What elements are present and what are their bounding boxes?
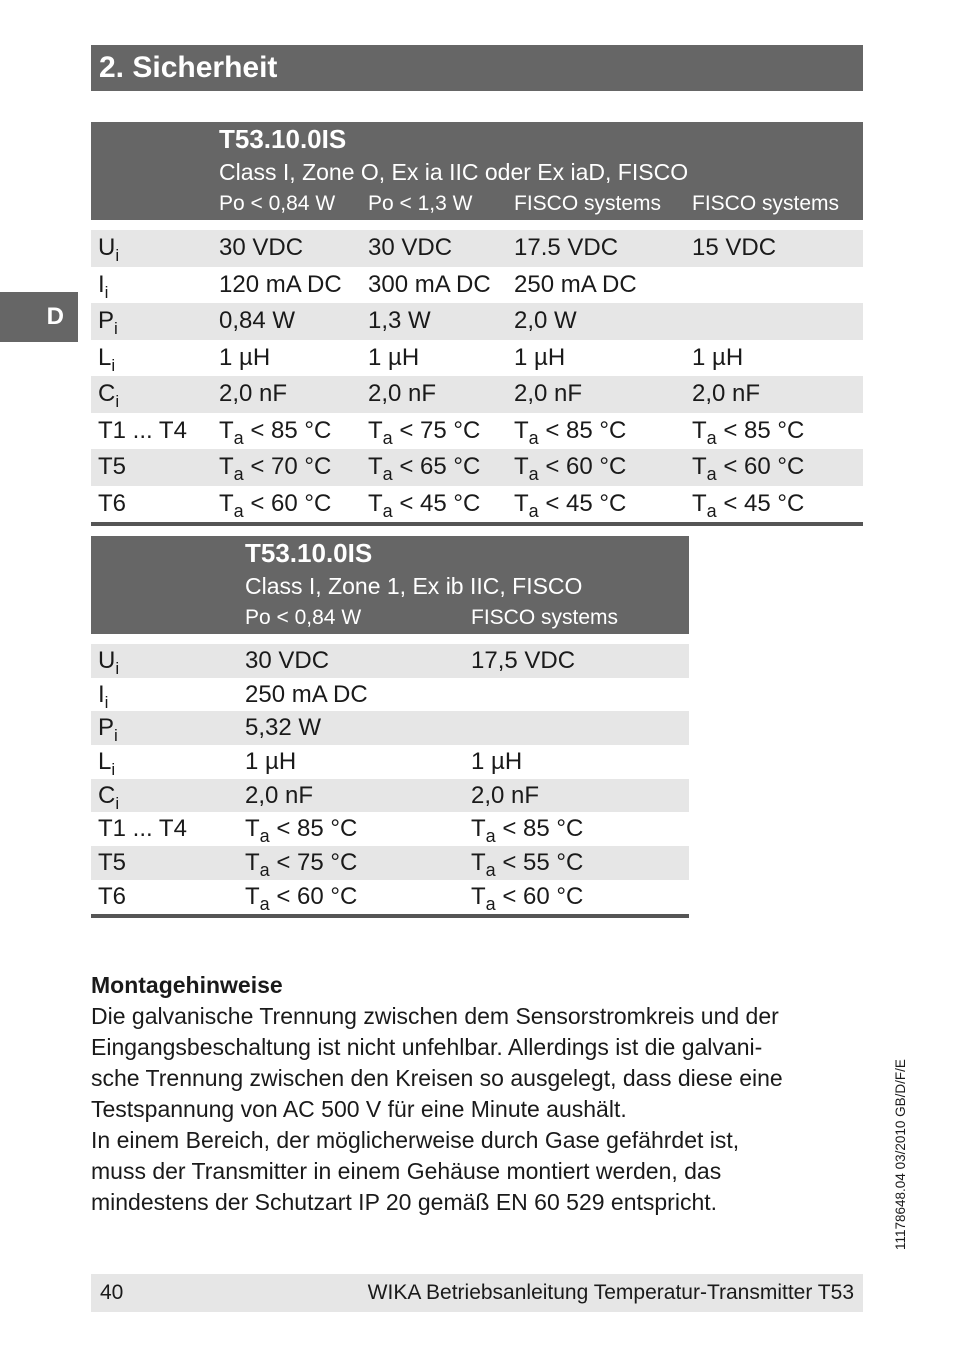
table-row [91,678,689,712]
table-cell: 250 mA DC [514,270,637,298]
table-cell: 0,84 W [219,307,296,334]
table-cell: 1 µH [471,748,523,776]
table-cell: 2,0 W [514,307,577,334]
table-cell: $T_a < 75$ °C [245,849,358,880]
table-cell: $T_a < 75$ °C [368,416,481,448]
table-cell: 30 VDC [219,234,304,261]
row-label: $U_i$ [98,647,120,678]
table-cell: 30 VDC [368,234,453,261]
row-label: $P_i$ [98,307,118,338]
table-cell: $T_a < 55$ °C [471,849,584,880]
table-cell: 1 µH [245,748,297,776]
installation-notes [91,970,863,1218]
table-row [91,449,863,486]
column-header-1: Po < 0,84 W [245,606,362,629]
row-label: T1 ... T4 [98,416,187,444]
table-cell: 30 VDC [245,647,330,674]
notes-line: sche Trennung zwischen den Kreisen so ausgelegt, dass diese eine [91,1065,783,1091]
notes-line: Die galvanische Trennung zwischen dem Sensorstromkreis und der [91,1003,779,1029]
table-cell: 15 VDC [692,234,777,261]
table-cell: 1,3 W [368,307,431,334]
table-cell: $T_a < 45$ °C [514,489,627,521]
table-bottom-rule [91,914,689,918]
row-label: T6 [98,489,127,517]
table-header [91,122,863,220]
table-row [91,711,689,745]
table-row [91,303,863,340]
table-row [91,486,863,523]
table-row [91,812,689,846]
table-cell: 300 mA DC [368,270,491,298]
table-cell: $T_a < 85$ °C [692,416,805,448]
row-label: $L_i$ [98,343,116,375]
table-cell: 2,0 nF [219,380,288,407]
notes-line: muss der Transmitter in einem Gehäuse montiert werden, das [91,1158,722,1184]
notes-line: mindestens der Schutzart IP 20 gemäß EN 60 529 entspricht. [91,1189,718,1215]
row-label: $I_i$ [98,270,109,302]
table-cell: 1 µH [368,343,420,371]
table-row [91,644,689,678]
table-cell: $T_a < 60$ °C [692,453,805,484]
table-cell: $T_a < 60$ °C [245,882,358,914]
table-body [91,230,863,522]
table-cell: $T_a < 60$ °C [219,489,332,521]
table-cell: 17.5 VDC [514,234,619,261]
row-label: $C_i$ [98,781,120,813]
row-label: T1 ... T4 [98,815,187,843]
table-cell: $T_a < 70$ °C [219,453,332,484]
row-label: $U_i$ [98,234,120,265]
column-header-2: FISCO systems [471,606,619,629]
language-tab: D [0,292,78,342]
table-cell: $T_a < 45$ °C [692,489,805,521]
document-code: 11178648.04 03/2010 GB/D/F/E [893,1059,908,1250]
notes-line: In einem Bereich, der möglicherweise durch Gase gefährdet ist, [91,1127,740,1153]
table-row [91,880,689,914]
class-line: Class I, Zone O, Ex ia IIC oder Ex iaD, FISCO [219,159,689,185]
footer-title: WIKA Betriebsanleitung Temperatur-Transmitter T53 [367,1281,854,1304]
table-cell: $T_a < 65$ °C [368,453,481,484]
row-label: T5 [98,453,127,480]
table-cell: 2,0 nF [692,380,761,407]
table-cell: $T_a < 45$ °C [368,489,481,521]
table-row [91,267,863,304]
section-title: 2. Sicherheit [91,45,863,91]
table-row [91,745,689,779]
column-header-4: FISCO systems [692,192,840,215]
table-cell: $T_a < 60$ °C [514,453,627,484]
row-label: T5 [98,849,127,877]
table-cell: 1 µH [219,343,271,371]
row-label: $C_i$ [98,380,120,411]
table-row [91,230,863,267]
class-line: Class I, Zone 1, Ex ib IIC, FISCO [245,573,583,599]
notes-paragraph-2 [91,1125,863,1218]
notes-heading: Montagehinweise [91,972,283,998]
table-cell: $T_a < 60$ °C [471,882,584,914]
table-cell: 2,0 nF [514,380,583,407]
notes-line: Testspannung von AC 500 V für eine Minute aushält. [91,1096,627,1122]
table-row [91,340,863,377]
row-label: $L_i$ [98,748,116,779]
table-cell: $T_a < 85$ °C [471,815,584,847]
table-cell: 5,32 W [245,714,322,742]
notes-paragraph-1 [91,1001,863,1125]
page-number: 40 [100,1281,124,1304]
row-label: $P_i$ [98,714,118,746]
model-name: T53.10.0IS [245,538,373,568]
table-header [91,536,689,634]
table-body [91,644,689,914]
table-row [91,779,689,813]
column-header-3: FISCO systems [514,192,662,215]
table-cell: 2,0 nF [471,781,540,809]
model-name: T53.10.0IS [219,124,347,154]
spec-table-zone-1 [91,536,689,918]
table-cell: $T_a < 85$ °C [245,815,358,847]
table-cell: 120 mA DC [219,270,342,298]
notes-line: Eingangsbeschaltung ist nicht unfehlbar. Allerdings ist die galvani- [91,1034,763,1060]
column-header-1: Po < 0,84 W [219,192,336,215]
row-label: $I_i$ [98,680,109,712]
table-cell: 2,0 nF [245,781,314,809]
row-label: T6 [98,882,127,910]
table-cell: 17,5 VDC [471,647,576,674]
table-cell: 1 µH [514,343,566,371]
table-cell: $T_a < 85$ °C [514,416,627,448]
table-cell: 250 mA DC [245,680,368,708]
table-cell: 2,0 nF [368,380,437,407]
table-cell: $T_a < 85$ °C [219,416,332,448]
table-cell: 1 µH [692,343,744,371]
table-row [91,413,863,450]
page-footer [91,1274,863,1312]
table-row [91,376,863,413]
column-header-2: Po < 1,3 W [368,192,473,215]
spec-table-zone-0 [91,122,863,526]
table-row [91,846,689,880]
